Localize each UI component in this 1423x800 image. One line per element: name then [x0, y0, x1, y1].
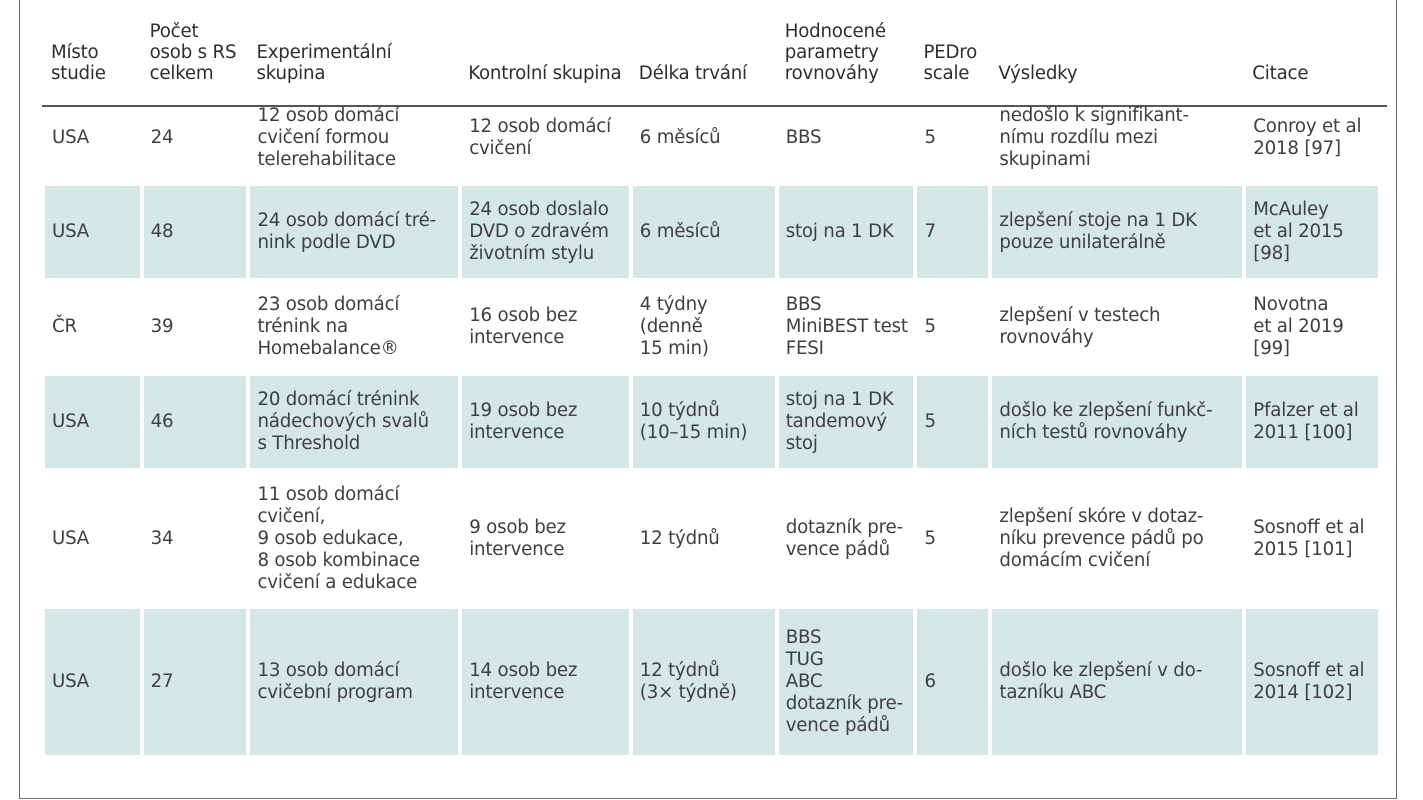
table-cell: 46	[144, 376, 247, 468]
col-header-duration: Délka trvání	[638, 63, 747, 84]
table-cell: 14 osob bez intervence	[462, 609, 629, 755]
table-cell: došlo ke zlepšení v do- tazníku ABC	[992, 609, 1242, 755]
table-cell: USA	[45, 186, 140, 278]
table-cell: stoj na 1 DK tandemový stoj	[779, 376, 914, 468]
table-row	[45, 281, 1378, 373]
table-cell: USA	[52, 527, 90, 549]
table-cell: 6 měsíců	[633, 186, 775, 278]
col-header-count: Počet osob s RS celkem	[149, 21, 237, 84]
table-cell: McAuley et al 2015 [98]	[1246, 186, 1378, 278]
studies-table	[41, 18, 1382, 758]
table-cell: USA	[45, 376, 140, 468]
table-cell: BBS	[785, 127, 822, 148]
table-cell: 7	[917, 186, 988, 278]
table-cell: Conroy et al 2018 [97]	[1253, 116, 1362, 159]
table-cell: 39	[150, 316, 174, 337]
table-cell: došlo ke zlepšení funkč- ních testů rovnováhy	[992, 376, 1242, 468]
table-cell: 23 osob domácí trénink na Homebalance®	[257, 294, 400, 359]
table-cell: 48	[144, 186, 247, 278]
table-cell: 5	[924, 316, 936, 337]
header-row	[45, 21, 1378, 88]
col-header-experimental: Experimentální skupina	[256, 42, 392, 84]
col-header-control: Kontrolní skupina	[468, 63, 622, 84]
table-row	[45, 609, 1378, 755]
table-cell: 27	[144, 609, 247, 755]
table-cell: 12 osob domácí cvičení	[469, 116, 611, 159]
table-cell: nedošlo k signifikant- nímu rozdílu mezi skupinami	[999, 105, 1189, 170]
table-cell: BBS TUG ABC dotazník pre- vence pádů	[779, 609, 914, 755]
table-cell: 24	[150, 127, 174, 148]
col-header-pedro: PEDro scale	[923, 42, 978, 84]
col-header-citation: Citace	[1252, 63, 1309, 84]
table-row	[45, 376, 1378, 468]
table-cell: 34	[150, 527, 174, 549]
table-cell: 19 osob bez intervence	[462, 376, 629, 468]
table-cell: USA	[45, 609, 140, 755]
table-cell: 20 domácí trénink nádechových svalů s Threshold	[250, 376, 458, 468]
col-header-site: Místo studie	[51, 42, 106, 84]
table-cell: 6 měsíců	[639, 127, 721, 148]
table-cell: Sosnoff et al 2015 [101]	[1253, 516, 1365, 560]
table-cell: 4 týdny (denně 15 min)	[639, 294, 709, 359]
table-cell: ČR	[52, 316, 77, 337]
table-cell: 5	[924, 127, 936, 148]
table-cell: 12 týdnů (3× týdně)	[633, 609, 775, 755]
table-row	[45, 471, 1378, 606]
table-cell: dotazník pre- vence pádů	[785, 516, 903, 560]
table-cell: zlepšení stoje na 1 DK pouze unilaterálně	[992, 186, 1242, 278]
table-cell: 5	[924, 527, 936, 549]
table-row	[45, 186, 1378, 278]
table-cell: 6	[917, 609, 988, 755]
table-cell: Sosnoff et al 2014 [102]	[1246, 609, 1378, 755]
table-cell: 11 osob domácí cvičení, 9 osob edukace, 8 osob kombinace cvičení a edukace	[257, 483, 420, 593]
table-cell: zlepšení skóre v dotaz- níku prevence pádů po domácím cvičení	[999, 505, 1204, 571]
col-header-parameters: Hodnocené parametry rovnováhy	[784, 21, 886, 84]
table-cell: Novotna et al 2019 [99]	[1253, 294, 1344, 359]
table-cell: Pfalzer et al 2011 [100]	[1246, 376, 1378, 468]
col-header-results: Výsledky	[998, 63, 1078, 84]
table-cell: zlepšení v testech rovnováhy	[999, 305, 1161, 348]
table-cell: stoj na 1 DK	[779, 186, 914, 278]
table-cell: 13 osob domácí cvičební program	[250, 609, 458, 755]
table-cell: 12 týdnů	[639, 527, 720, 549]
table-cell: 16 osob bez intervence	[469, 305, 578, 348]
table-cell: BBS MiniBEST test FESI	[785, 294, 908, 359]
table-cell: 10 týdnů (10–15 min)	[633, 376, 775, 468]
table-cell: 9 osob bez intervence	[469, 516, 566, 560]
table-row	[45, 91, 1378, 183]
table-cell: USA	[52, 127, 90, 148]
table-cell: 24 osob domácí tré- nink podle DVD	[250, 186, 458, 278]
table-cell: 5	[917, 376, 988, 468]
table-cell: 24 osob doslalo DVD o zdravém životním stylu	[462, 186, 629, 278]
table-cell: 12 osob domácí cvičení formou telerehabilitace	[257, 105, 400, 170]
